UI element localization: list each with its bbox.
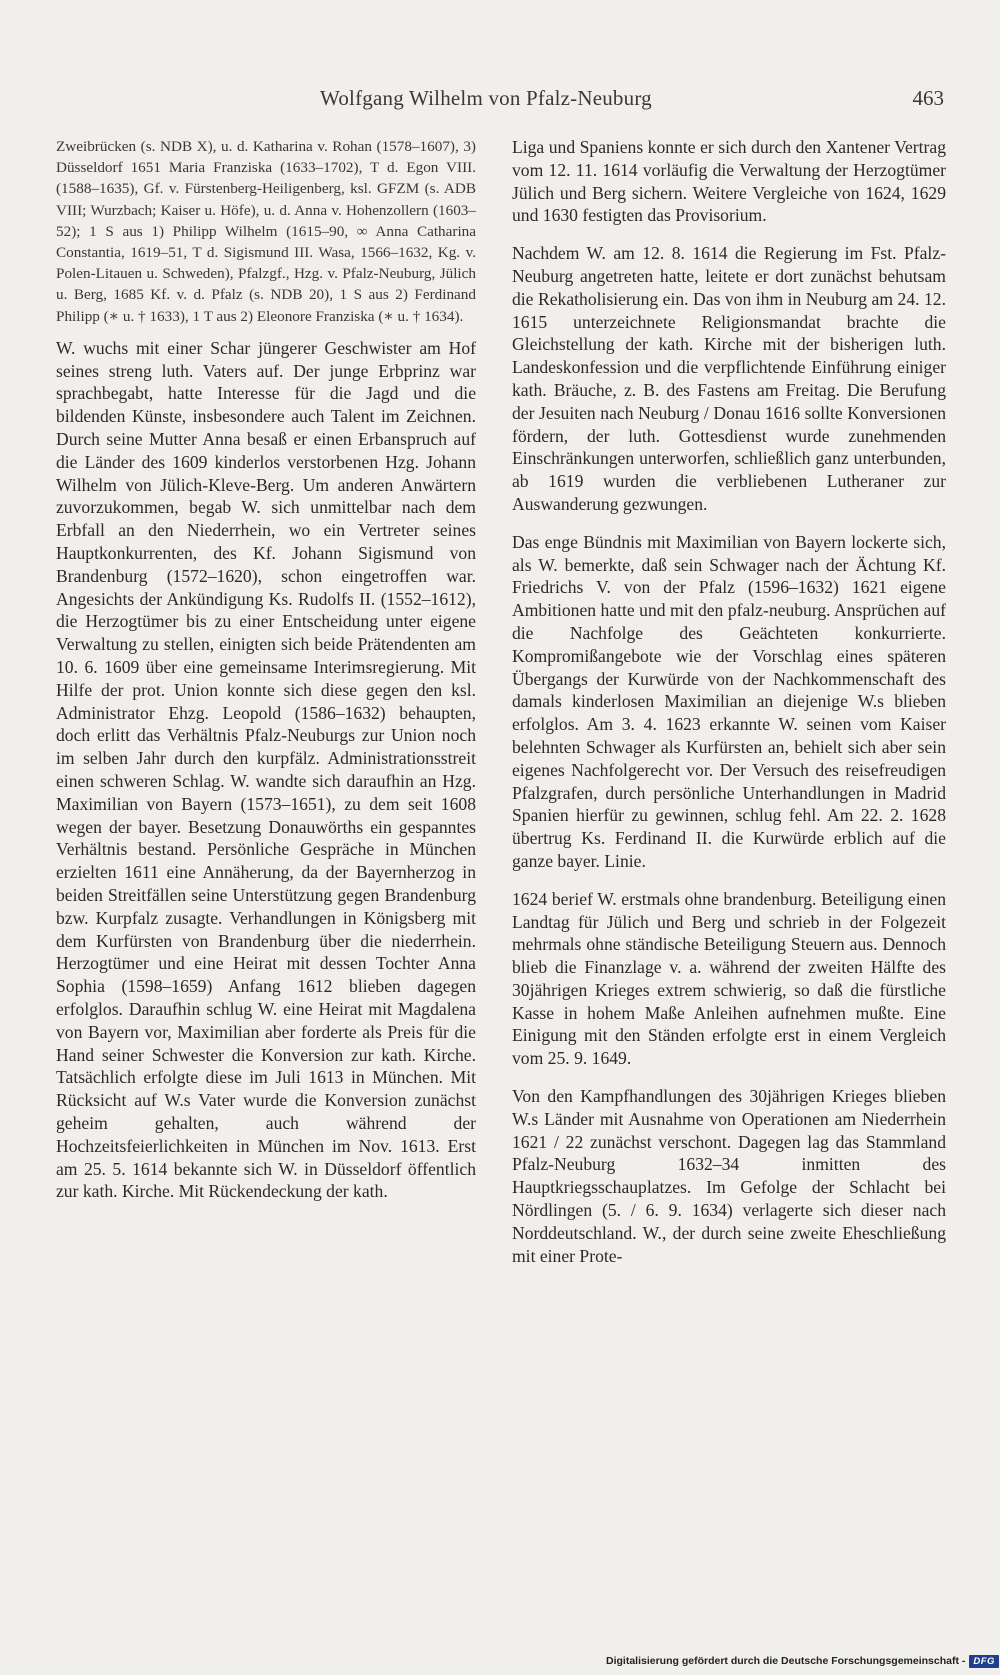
credit-text: Digitalisierung gefördert durch die Deutsche Forschungsgemeinschaft - — [606, 1655, 966, 1667]
body-paragraph: Liga und Spaniens konnte er sich durch den Xantener Vertrag vom 12. 11. 1614 vorläufig die Verwaltung der Herzogtümer Jülich und Berg sichern. Weitere Vergleiche von 1624, 1629 und 1630 festigten das Provisorium. — [512, 137, 946, 226]
page-number: 463 — [912, 86, 944, 110]
left-column — [56, 136, 476, 1215]
body-paragraph: Von den Kampfhandlungen des 30jährigen Krieges blieben W.s Länder mit Ausnahme von Operationen am Niederrhein 1621 / 22 zunächst verschont. Dagegen lag das Stammland Pfalz-Neuburg 1632–34 inmitten des Hauptkriegsschauplatzes. Im Gefolge der Schlacht bei Nördlingen (5. / 6. 9. 1634) verlagerte sich dieser nach Norddeutschland. W., der durch seine zweite Eheschließung mit einer Prote- — [512, 1086, 946, 1266]
body-paragraph: Nachdem W. am 12. 8. 1614 die Regierung im Fst. Pfalz-Neuburg angetreten hatte, leitete er dort zunächst behutsam die Rekatholisierung ein. Das von ihm in Neuburg am 24. 12. 1615 unterzeichnete Religionsmandat brachte die Gleichstellung der kath. Kirche mit der bisherigen luth. Landeskonfession und die verpflichtende Einführung einiger kath. Bräuche, z. B. des Fastens am Freitag. Die Berufung der Jesuiten nach Neuburg / Donau 1616 sollte Konversionen fördern, der luth. Gottesdienst wurde zunehmenden Einschränkungen unterworfen, schließlich ganz unterbunden, ab 1619 wurden die verbliebenen Lutheraner zur Auswanderung gezwungen. — [512, 243, 946, 514]
body-paragraph: Das enge Bündnis mit Maximilian von Bayern lockerte sich, als W. bemerkte, daß sein Schwager nach der Ächtung Kf. Friedrichs V. von der Pfalz (1596–1632) 1621 eigene Ambitionen hatte und mit den pfalz-neuburg. Ansprüchen auf die Nachfolge des Geächteten konkurrierte. Kompromißangebote wie der Vorschlag eines späteren Übergangs der Kurwürde von der Nachkommenschaft des damals kinderlosen Maximilian an diejenige W.s blieben erfolglos. Am 3. 4. 1623 erkannte W. seinen vom Kaiser belehnten Schwager als Kurfürsten an, behielt sich aber sein eigenes Nachfolgerecht vor. Der Versuch des reisefreudigen Pfalzgrafen, durch persönliche Unterhandlungen in Madrid Spanien hierfür zu gewinnen, schlug fehl. Am 22. 2. 1628 übertrug Ks. Ferdinand II. die Kurwürde erblich auf die ganze bayer. Linie. — [512, 531, 946, 871]
right-column — [512, 136, 946, 1282]
dfg-logo: DFG — [969, 1655, 999, 1668]
page-header — [320, 86, 944, 116]
digitization-credit — [606, 1652, 996, 1670]
genealogy-paragraph: Zweibrücken (s. NDB X), u. d. Katharina v. Rohan (1578–1607), 3) Düsseldorf 1651 Maria Franziska (1633–1702), T d. Egon VIII. (1588–1635), Gf. v. Fürstenberg-Heiligenberg, ksl. GFZM (s. ADB VIII; Wurzbach; Kaiser u. Höfe), u. d. Anna v. Hohenzollern (1603–52); 1 S aus 1) Philipp Wilhelm (1615–90, ∞ Anna Catharina Constantia, 1619–51, T d. Sigismund III. Wasa, 1566–1632, Kg. v. Polen-Litauen u. Schweden), Pfalzgf., Hzg. v. Pfalz-Neuburg, Jülich u. Berg, 1685 Kf. v. d. Pfalz (s. NDB 20), 1 S aus 2) Ferdinand Philipp (∗ u. † 1633), 1 T aus 2) Eleonore Franziska (∗ u. † 1634). — [56, 138, 476, 325]
body-paragraph: 1624 berief W. erstmals ohne brandenburg. Beteiligung einen Landtag für Jülich und Berg und schrieb in der Folgezeit mehrmals ohne ständische Beteiligung Steuern aus. Dennoch blieb die Finanzlage v. a. während der zweiten Hälfte des 30jährigen Krieges extrem schwierig, so daß die fürstliche Kasse in hohem Maße Anleihen aufnehmen mußte. Eine Einigung mit den Ständen erfolgte erst in einem Vergleich vom 25. 9. 1649. — [512, 888, 946, 1069]
running-title: Wolfgang Wilhelm von Pfalz-Neuburg — [320, 86, 652, 110]
body-paragraph: W. wuchs mit einer Schar jüngerer Geschwister am Hof seines streng luth. Vaters auf. Der junge Erbprinz war sprachbegabt, hatte Interesse für die Jagd und die bildenden Künste, insbesondere auch Talent im Zeichnen. Durch seine Mutter Anna besaß er einen Erbanspruch auf die Länder des 1609 kinderlos verstorbenen Hzg. Johann Wilhelm von Jülich-Kleve-Berg. Um anderen Anwärtern zuvorzukommen, begab W. sich unmittelbar nach dem Erbfall an den Niederrhein, wo ein Vertreter seines Hauptkonkurrenten, des Kf. Johann Sigismund von Brandenburg (1572–1620), schon eingetroffen war. Angesichts der Ankündigung Ks. Rudolfs II. (1552–1612), die Herzogtümer bis zu einer Entscheidung unter eigene Verwaltung zu stellen, einigten sich beide Prätendenten am 10. 6. 1609 über eine gemeinsame Interimsregierung. Mit Hilfe der prot. Union konnte sich diese gegen den ksl. Administrator Ehzg. Leopold (1586–1632) behaupten, doch erlitt das Verhältnis Pfalz-Neuburgs zur Union noch im selben Jahr durch den kurpfälz. Administrationsstreit einen schweren Schlag. W. wandte sich daraufhin an Hzg. Maximilian von Bayern (1573–1651), zu dem seit 1608 wegen der bayer. Besetzung Donauwörths ein gespanntes Verhältnis bestand. Persönliche Gespräche in München erzielten 1611 eine Annäherung, da der Bayernherzog in beiden Streitfällen seine Unterstützung gegen Brandenburg bzw. Kurpfalz zusagte. Verhandlungen in Königsberg mit dem Kurfürsten von Brandenburg über die niederrhein. Herzogtümer und eine Heirat mit dessen Tochter Anna Sophia (1598–1659) Anfang 1612 blieben dagegen erfolglos. Daraufhin schlug W. eine Heirat mit Magdalena von Bayern vor, Maximilian aber forderte als Preis für die Hand seiner Schwester die Konversion zur kath. Kirche. Tatsächlich erfolgte diese im Juli 1613 in München. Mit Rücksicht auf W.s Vater wurde die Konversion zunächst geheim gehalten, auch während der Hochzeitsfeierlichkeiten in München im Nov. 1613. Erst am 25. 5. 1614 bekannte sich W. in Düsseldorf öffentlich zur kath. Kirche. Mit Rückendeckung der kath. — [56, 337, 476, 1202]
